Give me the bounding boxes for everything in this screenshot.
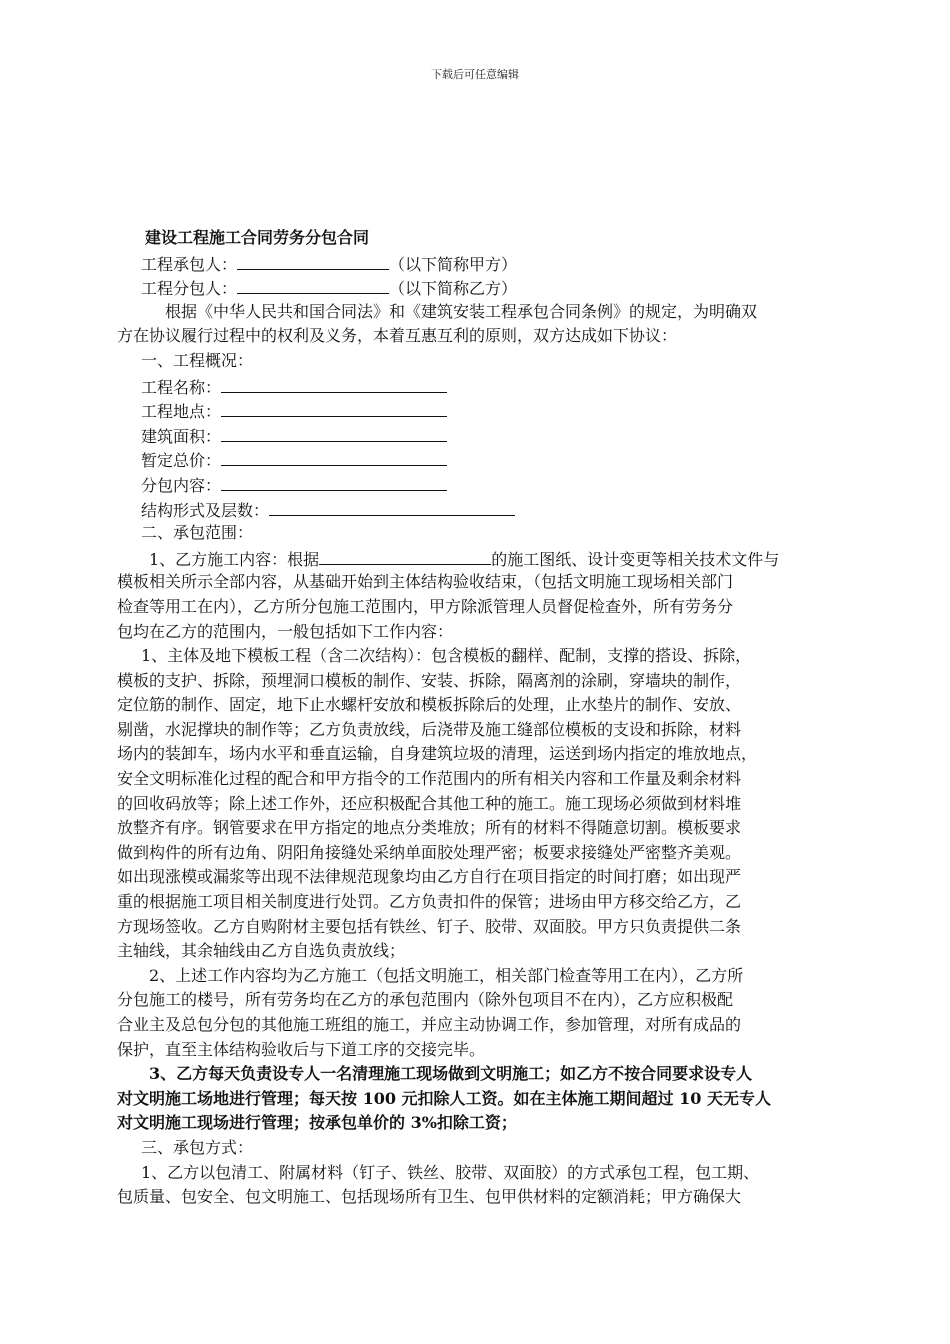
paragraph-line: 包均在乙方的范围内，一般包括如下工作内容： [117,621,454,641]
field-label: 建筑面积： [141,426,222,446]
field-blank[interactable] [221,374,447,393]
field-blank[interactable] [221,447,447,466]
paragraph-line: 的回收码放等；除上述工作外，还应积极配合其他工种的施工。施工现场必须做到材料堆 [117,793,742,813]
subcontractor-suffix: （以下简称乙方） [389,279,518,299]
contractor-blank[interactable] [237,251,389,270]
field-label: 工程名称： [141,377,222,397]
field-blank[interactable] [221,423,447,442]
field-label: 结构形式及层数： [141,500,270,520]
contractor-suffix: （以下简称甲方） [389,254,518,274]
subcontractor-line [117,275,883,300]
field-structure [117,497,883,522]
paragraph-line: 模板的支护、拆除，预埋洞口模板的制作、安装、拆除，隔离剂的涂刷，穿墙块的制作， [117,670,742,690]
preamble-line: 根据《中华人民共和国合同法》和《建筑安装工程承包合同条例》的规定，为明确双 [165,301,758,321]
field-blank[interactable] [221,472,447,491]
preamble-line: 方在协议履行过程中的权利及义务，本着互惠互利的原则，双方达成如下协议： [117,326,678,346]
field-blank[interactable] [269,497,515,516]
field-project-location [117,398,883,423]
paragraph-line: 方现场签收。乙方自购附材主要包括有铁丝、钉子、胶带、双面胶。甲方只负责提供二条 [117,916,742,936]
paragraph-line: 重的根据施工项目相关制度进行处罚。乙方负责扣件的保管；进场由甲方移交给乙方，乙 [117,892,742,912]
field-subcontract-content [117,472,883,497]
paragraph-line: 2、上述工作内容均为乙方施工（包括文明施工，相关部门检查等用工在内），乙方所 [149,965,744,985]
paragraph-line: 1、主体及地下模板工程（含二次结构）：包含模板的翻样、配制，支撑的搭设、拆除， [141,646,752,666]
paragraph-line: 合业主及总包分包的其他施工班组的施工，并应主动协调工作，参加管理，对所有成品的 [117,1015,742,1034]
paragraph-line: 做到构件的所有边角、阴阳角接缝处采纳单面胶处理严密；板要求接缝处严密整齐美观。 [117,842,742,862]
subcontractor-label: 工程分包人： [141,279,238,299]
contractor-line [117,251,883,276]
paragraph-line: 主轴线，其余轴线由乙方自选负责放线； [117,941,406,961]
field-provisional-total [117,447,883,472]
drawings-blank[interactable] [319,546,491,565]
section2-item1-first [117,546,883,571]
section3-heading: 三、承包方式： [141,1137,254,1157]
section2-heading: 二、承包范围： [141,523,254,543]
paragraph-line: 分包施工的楼号，所有劳务均在乙方的承包范围内（除外包项目不在内），乙方应积极配 [117,990,734,1010]
bold-paragraph-line: 对文明施工现场进行管理；按承包单价的 3%扣除工资； [117,1113,517,1133]
paragraph-line: 定位筋的制作、固定，地下止水螺杆安放和模板拆除后的处理，止水垫片的制作、安放、 [117,695,742,715]
bold-paragraph-line: 对文明施工场地进行管理；每天按 100 元扣除人工资。如在主体施工期间超过 10 天无专人 [117,1088,771,1108]
field-project-name [117,374,883,399]
item-text: 1、乙方施工内容：根据 [149,549,320,569]
paragraph-line: 场内的装卸车，场内水平和垂直运输，自身建筑垃圾的清理，运送到场内指定的堆放地点， [117,744,758,764]
paragraph-line: 模板相关所示全部内容，从基础开始到主体结构验收结束，（包括文明施工现场相关部门 [117,572,734,592]
field-building-area [117,423,883,448]
paragraph-line: 包质量、包安全、包文明施工、包括现场所有卫生、包甲供材料的定额消耗；甲方确保大 [117,1187,742,1207]
item-text: 的施工图纸、设计变更等相关技术文件与 [491,549,780,569]
document-title: 建设工程施工合同劳务分包合同 [145,228,370,247]
paragraph-line: 剔凿，水泥撑块的制作等；乙方负责放线，后浇带及施工缝部位模板的支设和拆除，材料 [117,719,742,739]
paragraph-line: 放整齐有序。钢管要求在甲方指定的地点分类堆放；所有的材料不得随意切割。模板要求 [117,818,742,838]
paragraph-line: 检查等用工在内），乙方所分包施工范围内，甲方除派管理人员督促检查外，所有劳务分 [117,596,734,616]
field-blank[interactable] [221,398,447,417]
paragraph-line: 安全文明标准化过程的配合和甲方指令的工作范围内的所有相关内容和工作量及剩余材料 [117,769,742,789]
contractor-label: 工程承包人： [141,254,238,274]
paragraph-line: 保护，直至主体结构验收后与下道工序的交接完毕。 [117,1039,486,1059]
header-note: 下载后可任意编辑 [431,68,519,81]
field-label: 工程地点： [141,402,222,422]
contract-body [117,226,883,1210]
subcontractor-blank[interactable] [237,275,389,294]
paragraph-line: 1、乙方以包清工、附属材料（钉子、铁丝、胶带、双面胶）的方式承包工程，包工期、 [141,1162,760,1182]
paragraph-line: 如出现涨模或漏浆等出现不法律规范现象均由乙方自行在项目指定的时间打磨；如出现严 [117,867,742,887]
bold-paragraph-line: 3、乙方每天负责设专人一名清理施工现场做到文明施工；如乙方不按合同要求设专人 [149,1064,753,1084]
field-label: 暂定总价： [141,451,222,471]
field-label: 分包内容： [141,475,222,495]
section1-heading: 一、工程概况： [141,350,254,370]
